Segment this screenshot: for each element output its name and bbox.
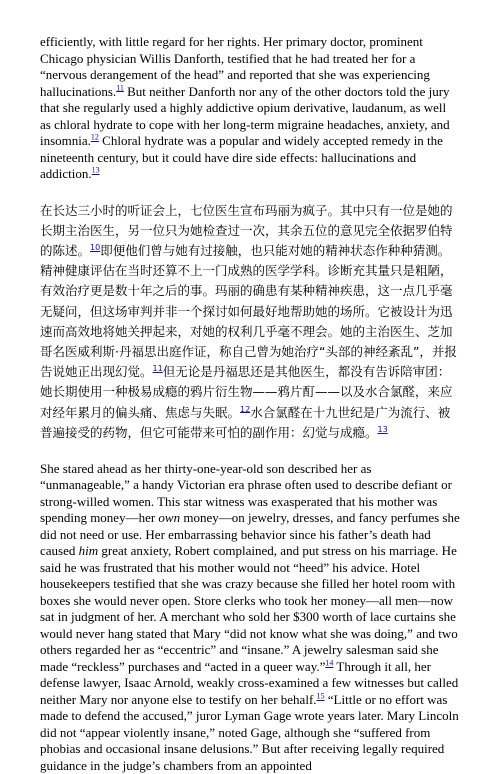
text-run: 即便他们曾与她有过接触，也只能对她的精神状态作种种猜测。精神健康评估在当时还算不上一门成熟的医学学科。诊断充其量只是粗陋，有效治疗更是数十年之后的事。玛丽的确患有某种精神疾患，这一点几乎毫无疑问，但这场审判并非一个探讨如何最好地帮助她的场所。它被设计为迅速而高效地将她关押起来，对她的权利几乎毫不理会。她的主治医生、芝加哥名医威利斯·丹福思出庭作证，称自己曾为她治疗“头部的神经紊乱”，并报告说她正出现幻觉。 bbox=[40, 242, 457, 380]
text-run: great anxiety, Robert complained, and put stress on his marriage. He said he was frustrated that his mother would not “heed” his advice. Hotel housekeepers testified that she was crazy because she filled her hotel room with boxes she would never open. Store clerks who took her money—all men—now sat in judgment of her. A merchant who sold her $300 worth of lace curtains she would never hang stated that Mary “did not know what she was doing,” and two others regarded her as “eccentric” and “insane.” A jewelry salesman said she made “reckless” purchases and “acted in a queer way.” bbox=[40, 543, 458, 674]
text-run: Chloral hydrate was a popular and widely accepted remedy in the nineteenth century, but it could have dire side effects: hallucinations and addiction. bbox=[40, 133, 443, 181]
footnote-link[interactable]: 14 bbox=[325, 658, 334, 668]
text-run: 水合氯醛在十九世纪是广为流行、被普遍接受的药物，但它可能带来可怕的副作用：幻觉与成瘾。 bbox=[40, 404, 451, 440]
text-run: money—on jewelry, dresses, and fancy perfumes she did not need or use. Her embarrassing behavior since his father’s death had caused bbox=[40, 510, 460, 559]
text-run: She stared ahead as her thirty-one-year-old son described her as “unmanageable,” a handy Victorian era phrase often used to describe defiant or strong-willed women. This star witness was exasperated that his mother was spending money—her bbox=[40, 460, 452, 526]
text-run: “Little or no effort was made to defend the accused,” juror Lyman Gage wrote years later. Mary Lincoln did not “appear violently insane,” noted Gage, although she “suffered from phobias and occasional insane delusions.” But after receiving legally required guidance in the judge’s chambers from an appointed bbox=[40, 691, 459, 773]
italic-text: own bbox=[158, 510, 181, 526]
footnote-link[interactable]: 11 bbox=[152, 363, 163, 373]
footnote-link[interactable]: 12 bbox=[240, 404, 251, 414]
text-run: But neither Danforth nor any of the other doctors told the jury that she regularly used a highly addictive opium derivative, laudanum, as well as chloral hydrate to cope with her long-term migraine headaches, anxiety, and insomnia. bbox=[40, 83, 450, 148]
footnote-link[interactable]: 12 bbox=[90, 132, 99, 142]
footnote-link[interactable]: 13 bbox=[377, 424, 388, 434]
text-run: 在长达三小时的听证会上，七位医生宣布玛丽为疯子。其中只有一位是她的长期主治医生，另一位只为她检查过一次，其余五位的意见完全依据罗伯特的陈述。 bbox=[40, 202, 453, 258]
paragraph-english-son-testimony bbox=[40, 461, 460, 774]
text-run: efficiently, with little regard for her rights. Her primary doctor, prominent Chicago physician Willis Danforth, testified that he had treated her for a “nervous derangement of the head” and reported that she was experiencing hallucinations. bbox=[40, 34, 430, 99]
paragraph-chinese-translation bbox=[40, 201, 460, 443]
footnote-link[interactable]: 11 bbox=[116, 83, 124, 93]
italic-text: him bbox=[78, 543, 99, 559]
paragraph-english-testimony bbox=[40, 34, 460, 183]
footnote-link[interactable]: 15 bbox=[316, 691, 325, 701]
book-page bbox=[40, 34, 460, 774]
footnote-link[interactable]: 10 bbox=[90, 242, 101, 252]
text-run: Through it all, her defense lawyer, Isaac Arnold, weakly cross-examined a few witnesses but called neither Mary nor anyone else to testify on her behalf. bbox=[40, 658, 459, 707]
footnote-link[interactable]: 13 bbox=[91, 165, 100, 175]
text-run: 但无论是丹福思还是其他医生，都没有告诉陪审团：她长期使用一种极易成瘾的鸦片衍生物——鸦片酊——以及水合氯醛，来应对经年累月的偏头痛、焦虑与失眠。 bbox=[40, 364, 453, 420]
